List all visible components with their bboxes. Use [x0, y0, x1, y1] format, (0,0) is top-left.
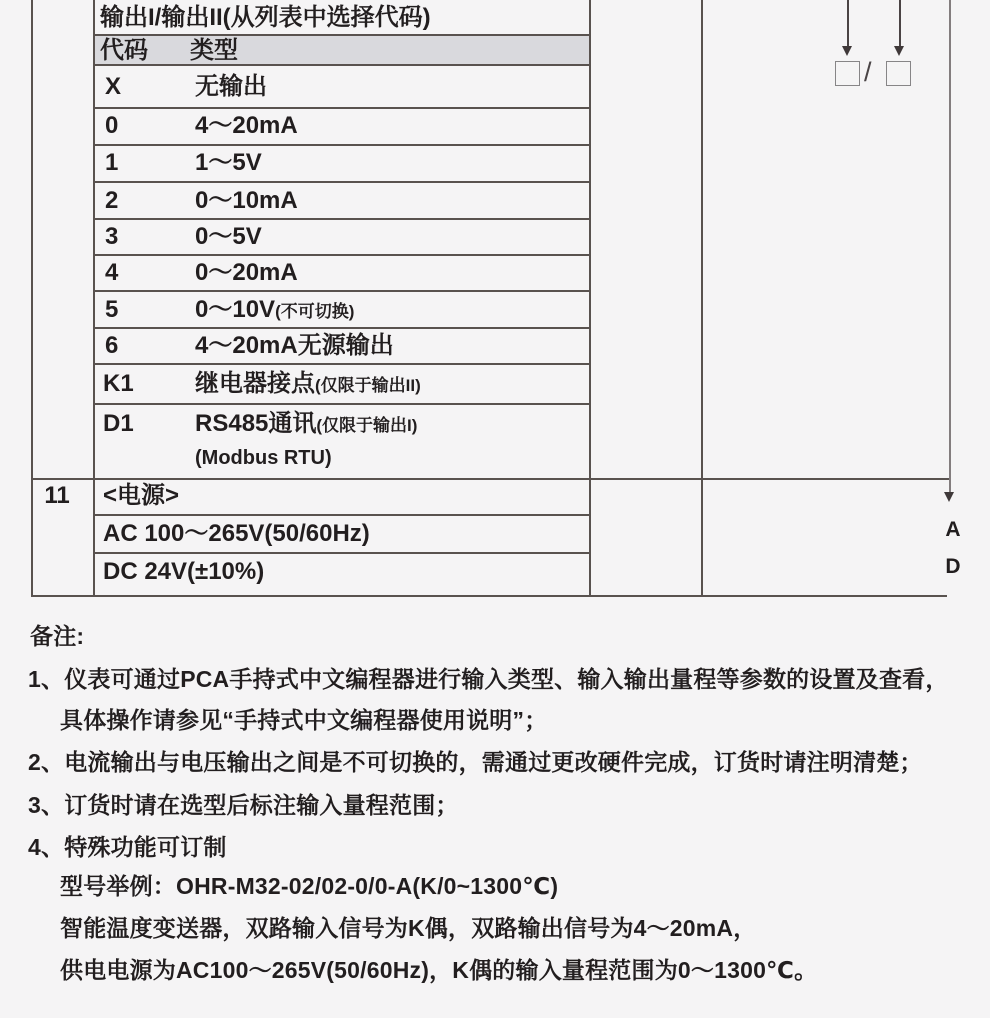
- table-gridline: [93, 327, 590, 329]
- note-item-4: 4、特殊功能可订制: [28, 834, 227, 860]
- output1-code-box: [835, 61, 860, 86]
- code-cell: 2: [105, 187, 119, 214]
- code-box-slash: /: [864, 57, 872, 87]
- code-cell: 5: [105, 296, 119, 323]
- note-item-1-cont: 具体操作请参见“手持式中文编程器使用说明”；: [60, 707, 548, 733]
- type-cell: 0～20mA: [195, 259, 298, 286]
- code-cell: K1: [103, 370, 134, 397]
- note-example-desc-1: 智能温度变送器，双路输入信号为K偶，双路输出信号为4～20mA，: [60, 915, 757, 941]
- output2-code-box: [886, 61, 911, 86]
- table-gridline: [93, 144, 590, 146]
- table-gridline: [93, 363, 590, 365]
- table-divider-code-col: [701, 0, 703, 596]
- type-cell: 无输出: [195, 73, 267, 100]
- type-cell: 0～10mA: [195, 187, 298, 214]
- code-table-header-band: [95, 36, 589, 64]
- type-cell: 4～20mA: [195, 112, 298, 139]
- table-border-left: [31, 0, 33, 596]
- code-cell: 3: [105, 223, 119, 250]
- note-example-desc-2: 供电电源为AC100～265V(50/60Hz)，K偶的输入量程范围为0～1300℃。: [60, 957, 818, 983]
- column-header-type: 类型: [190, 37, 238, 64]
- type-cell: 0～10V(不可切换): [195, 296, 355, 323]
- column-header-code: 代码: [100, 37, 148, 64]
- type-cell: 1～5V: [195, 149, 262, 176]
- output1-drop-line: [847, 0, 849, 46]
- table-divider-number-col: [93, 0, 95, 596]
- code-cell: D1: [103, 410, 134, 437]
- note-model-example: 型号举例：OHR-M32-02/02-0/0-A(K/0~1300℃): [60, 873, 559, 899]
- power-label: <电源>: [103, 482, 180, 509]
- code-cell: 0: [105, 112, 119, 139]
- table-gridline: [93, 181, 590, 183]
- table-gridline: [93, 218, 590, 220]
- type-cell: 继电器接点(仅限于输出II): [195, 370, 421, 397]
- table-gridline: [93, 254, 590, 256]
- note-item-1: 1、仪表可通过PCA手持式中文编程器进行输入类型、输入输出量程等参数的设置及查看，: [28, 666, 949, 692]
- output1-arrow-icon: [842, 46, 852, 56]
- type-cell: 4～20mA无源输出: [195, 332, 394, 359]
- power-drop-line: [949, 0, 951, 492]
- table-gridline: [93, 514, 590, 516]
- code-cell: 4: [105, 259, 119, 286]
- power-code-d: D: [945, 555, 961, 578]
- power-code-a: A: [945, 518, 961, 541]
- output2-arrow-icon: [894, 46, 904, 56]
- table-row11-top-border: [31, 478, 950, 480]
- output2-drop-line: [899, 0, 901, 46]
- table-gridline: [93, 107, 590, 109]
- notes-title: 备注:: [30, 623, 85, 649]
- note-item-3: 3、订货时请在选型后标注输入量程范围；: [28, 792, 459, 818]
- code-cell: X: [105, 73, 122, 100]
- table-gridline: [93, 290, 590, 292]
- row-number: 11: [44, 482, 70, 509]
- power-arrow-icon: [944, 492, 954, 502]
- type-cell: 0～5V: [195, 223, 262, 250]
- note-item-2: 2、电流输出与电压输出之间是不可切换的，需通过更改硬件完成，订货时请注明清楚；: [28, 749, 923, 775]
- power-option-dc: DC 24V(±10%): [103, 558, 265, 585]
- output-section-header: 输出I/输出II(从列表中选择代码): [100, 4, 431, 31]
- table-bottom-border: [31, 595, 947, 597]
- table-divider-inner-right: [589, 0, 591, 596]
- power-option-ac: AC 100～265V(50/60Hz): [103, 520, 370, 547]
- table-gridline: [93, 403, 590, 405]
- code-cell: 6: [105, 332, 119, 359]
- type-cell: RS485通讯(仅限于输出I): [195, 410, 418, 437]
- table-gridline: [93, 64, 590, 66]
- type-cell-line2: (Modbus RTU): [195, 447, 332, 469]
- code-cell: 1: [105, 149, 119, 176]
- table-gridline: [93, 552, 590, 554]
